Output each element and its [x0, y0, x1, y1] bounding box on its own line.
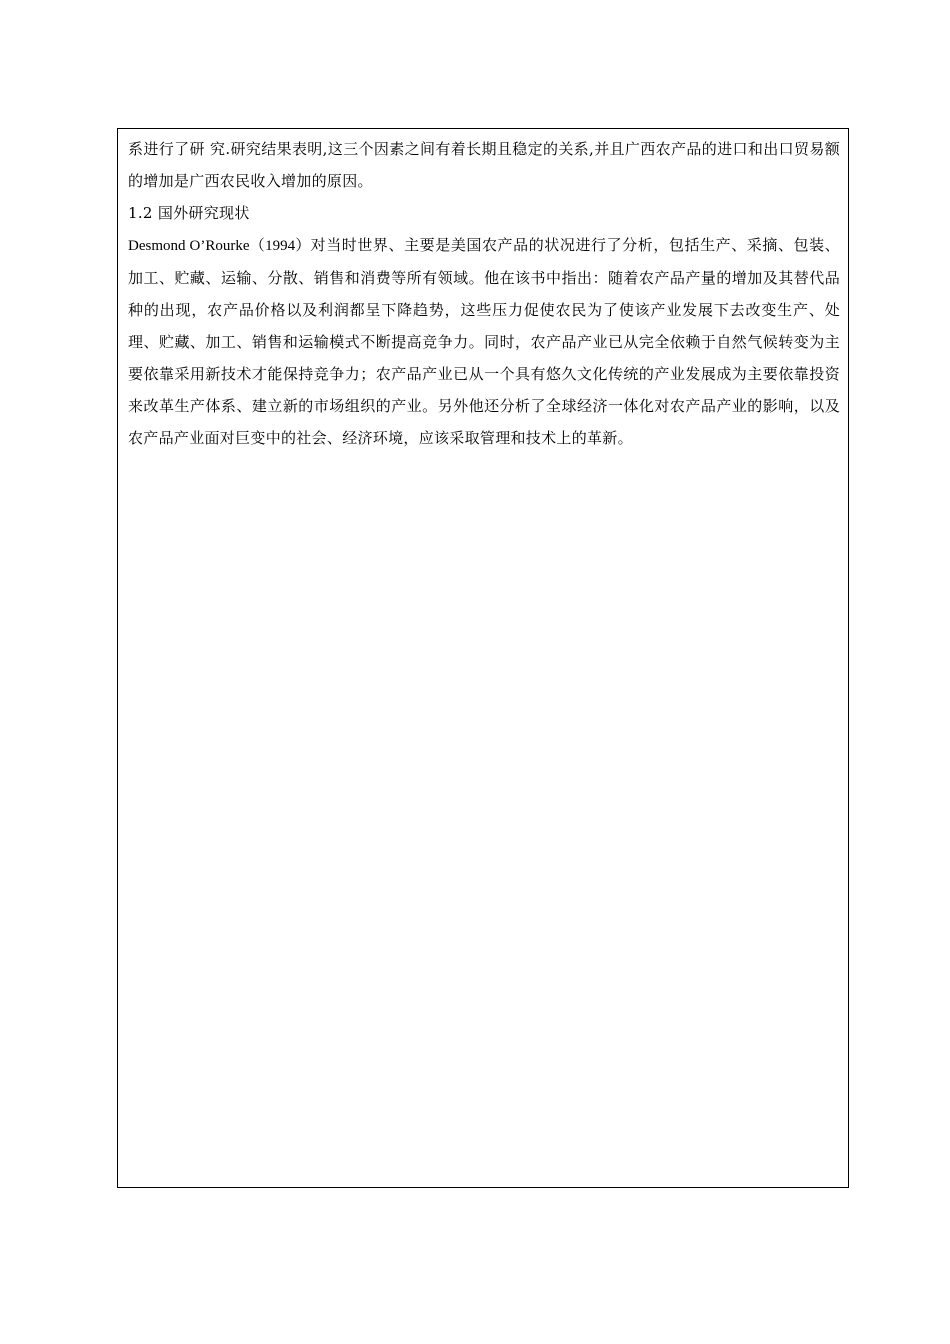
table-cell-frame	[117, 128, 849, 1188]
paragraph-foreign-research	[128, 229, 840, 454]
section-heading: 1.2 国外研究现状	[128, 204, 250, 222]
paragraph-continuation: 系进行了研 究.研究结果表明,这三个因素之间有着长期且稳定的关系,并且广西农产品的进口和出口贸易额的增加是广西农民收入增加的原因。	[128, 140, 840, 190]
cell-content	[128, 133, 840, 454]
author-citation: Desmond O’Rourke（1994）	[128, 238, 311, 254]
paragraph-body: 对当时世界、主要是美国农产品的状况进行了分析，包括生产、采摘、包装、加工、贮藏、运输、分散、销售和消费等所有领域。他在该书中指出：随着农产品产量的增加及其替代品种的出现，农产品价格以及利润都呈下降趋势，这些压力促使农民为了使该产业发展下去改变生产、处理、贮藏、加工、销售和运输模式不断提高竞争力。同时，农产品产业已从完全依赖于自然气候转变为主要依靠采用新技术才能保持竞争力；农产品产业已从一个具有悠久文化传统的产业发展成为主要依靠投资来改革生产体系、建立新的市场组织的产业。另外他还分析了全球经济一体化对农产品产业的影响，以及农产品产业面对巨变中的社会、经济环境，应该采取管理和技术上的革新。	[128, 236, 840, 447]
